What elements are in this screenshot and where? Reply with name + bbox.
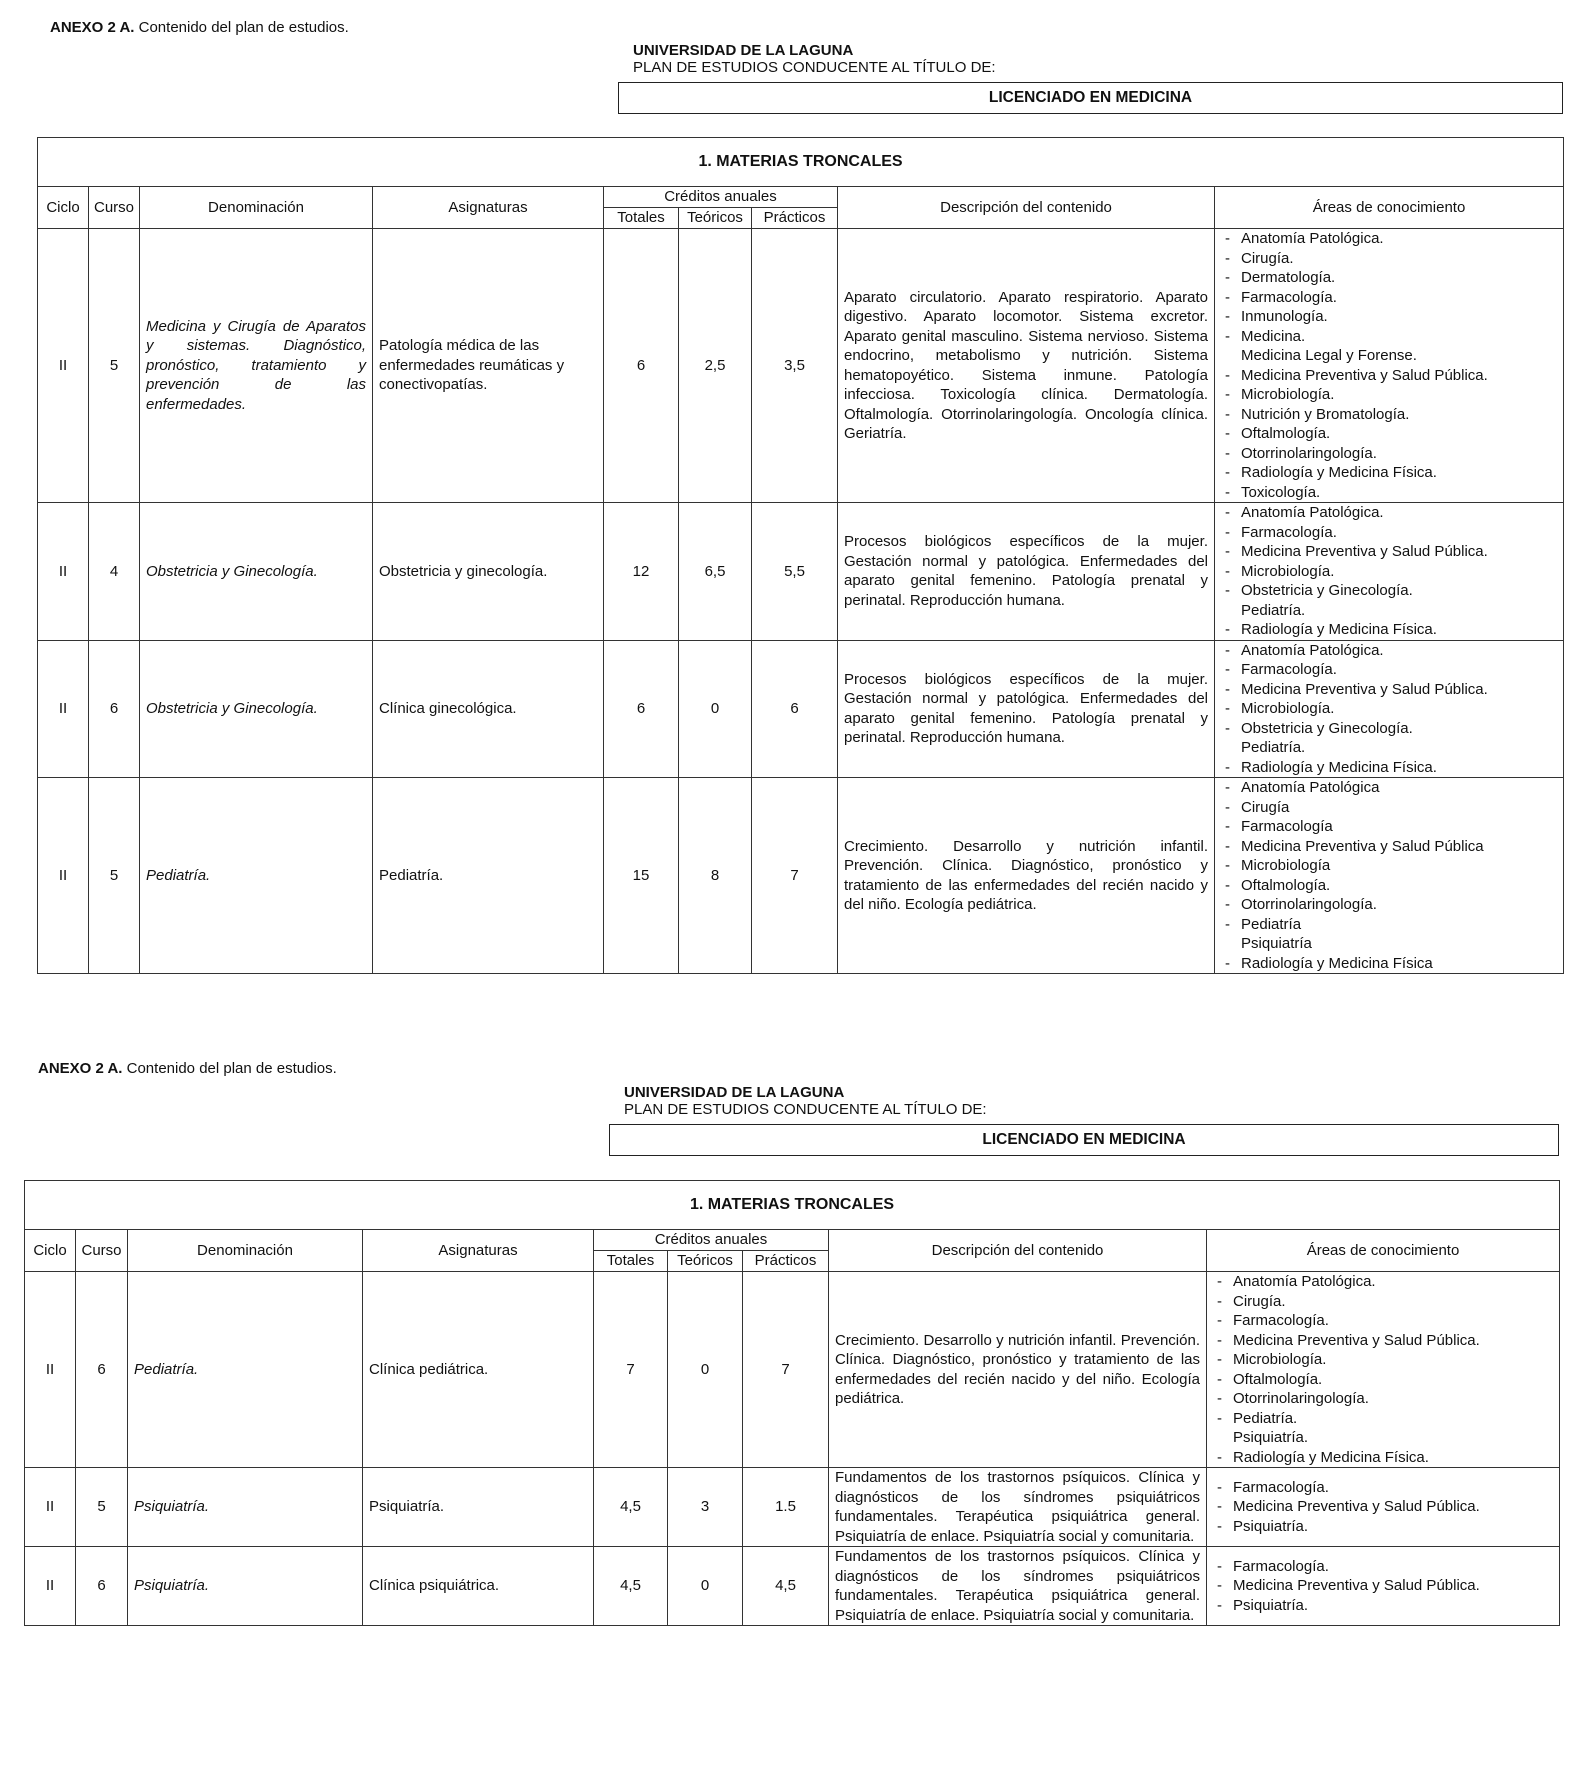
teoricos-cell: 3 bbox=[668, 1468, 743, 1547]
area-item: - Toxicología. bbox=[1221, 483, 1557, 503]
area-item: - Otorrinolaringología. bbox=[1221, 895, 1557, 915]
descripcion-cell: Crecimiento. Desarrollo y nutrición infantil. Prevención. Clínica. Diagnóstico, pronóstico y tratamiento de las enfermedades del recién nacido y del niño. Ecología pediátrica. bbox=[829, 1272, 1207, 1468]
annex-label: ANEXO 2 A. bbox=[38, 1060, 123, 1077]
curso-cell: 5 bbox=[89, 778, 140, 974]
practicos-cell: 7 bbox=[743, 1272, 829, 1468]
practicos-cell: 6 bbox=[752, 640, 838, 778]
asignatura-cell: Psiquiatría. bbox=[363, 1468, 594, 1547]
area-item: - Oftalmología. bbox=[1221, 424, 1557, 444]
totales-cell: 12 bbox=[604, 503, 679, 641]
totales-cell: 4,5 bbox=[594, 1468, 668, 1547]
area-item: - Radiología y Medicina Física. bbox=[1221, 463, 1557, 483]
teoricos-cell: 6,5 bbox=[679, 503, 752, 641]
header-ciclo: Ciclo bbox=[25, 1230, 76, 1272]
area-item: - Dermatología. bbox=[1221, 268, 1557, 288]
area-item: - Medicina. bbox=[1221, 327, 1557, 347]
areas-cell bbox=[1215, 778, 1564, 974]
area-item: - Obstetricia y Ginecología. bbox=[1221, 581, 1557, 601]
areas-list bbox=[1221, 778, 1557, 973]
annex-header-1 bbox=[50, 19, 349, 36]
area-item: Pediatría. bbox=[1241, 601, 1306, 619]
subjects-table-1 bbox=[37, 137, 1564, 974]
header-practicos: Prácticos bbox=[752, 208, 838, 229]
area-item: - Radiología y Medicina Física. bbox=[1221, 758, 1557, 778]
area-item: - Nutrición y Bromatología. bbox=[1221, 405, 1557, 425]
curso-cell: 6 bbox=[76, 1272, 128, 1468]
area-item: - Medicina Preventiva y Salud Pública. bbox=[1213, 1576, 1553, 1596]
area-item: - Pediatría bbox=[1221, 915, 1557, 935]
curso-cell: 5 bbox=[76, 1468, 128, 1547]
area-item: - Farmacología. bbox=[1221, 288, 1557, 308]
annex-header-2 bbox=[38, 1060, 337, 1077]
area-item: - Radiología y Medicina Física bbox=[1221, 954, 1557, 974]
university-name: UNIVERSIDAD DE LA LAGUNA bbox=[633, 42, 854, 59]
area-item: - Microbiología. bbox=[1213, 1350, 1553, 1370]
area-item: - Radiología y Medicina Física. bbox=[1213, 1448, 1553, 1468]
practicos-cell: 1.5 bbox=[743, 1468, 829, 1547]
curso-cell: 6 bbox=[89, 640, 140, 778]
area-item: - Otorrinolaringología. bbox=[1213, 1389, 1553, 1409]
areas-list bbox=[1213, 1557, 1553, 1616]
ciclo-cell: II bbox=[38, 503, 89, 641]
area-item: - Anatomía Patológica. bbox=[1221, 229, 1557, 249]
practicos-cell: 7 bbox=[752, 778, 838, 974]
header-practicos: Prácticos bbox=[743, 1251, 829, 1272]
areas-list bbox=[1213, 1478, 1553, 1537]
practicos-cell: 5,5 bbox=[752, 503, 838, 641]
area-item: - Medicina Preventiva y Salud Pública bbox=[1221, 837, 1557, 857]
plan-line: PLAN DE ESTUDIOS CONDUCENTE AL TÍTULO DE: bbox=[633, 59, 996, 76]
area-item: - Cirugía bbox=[1221, 798, 1557, 818]
area-item: - Farmacología. bbox=[1213, 1478, 1553, 1498]
areas-cell bbox=[1207, 1272, 1560, 1468]
area-item: - Anatomía Patológica. bbox=[1221, 503, 1557, 523]
area-item: - Farmacología bbox=[1221, 817, 1557, 837]
header-creditos: Créditos anuales bbox=[604, 187, 838, 208]
header-asignaturas: Asignaturas bbox=[373, 187, 604, 229]
area-item: - Farmacología. bbox=[1213, 1311, 1553, 1331]
teoricos-cell: 8 bbox=[679, 778, 752, 974]
area-item: - Oftalmología. bbox=[1221, 876, 1557, 896]
header-asignaturas: Asignaturas bbox=[363, 1230, 594, 1272]
area-item: - Anatomía Patológica. bbox=[1221, 641, 1557, 661]
degree-title-box: LICENCIADO EN MEDICINA bbox=[609, 1124, 1559, 1156]
table-row bbox=[38, 640, 1564, 778]
area-item: - Pediatría. bbox=[1213, 1409, 1553, 1429]
totales-cell: 15 bbox=[604, 778, 679, 974]
area-item: - Cirugía. bbox=[1213, 1292, 1553, 1312]
area-item: - Psiquiatría. bbox=[1213, 1517, 1553, 1537]
areas-list bbox=[1213, 1272, 1553, 1467]
ciclo-cell: II bbox=[25, 1468, 76, 1547]
denominacion-cell: Obstetricia y Ginecología. bbox=[140, 503, 373, 641]
area-item: Pediatría. bbox=[1241, 739, 1306, 756]
ciclo-cell: II bbox=[25, 1272, 76, 1468]
denominacion-cell: Obstetricia y Ginecología. bbox=[140, 640, 373, 778]
practicos-cell: 3,5 bbox=[752, 229, 838, 503]
asignatura-cell: Clínica psiquiátrica. bbox=[363, 1547, 594, 1626]
area-item: - Medicina Preventiva y Salud Pública. bbox=[1221, 366, 1557, 386]
teoricos-cell: 0 bbox=[668, 1272, 743, 1468]
denominacion-cell: Psiquiatría. bbox=[128, 1547, 363, 1626]
ciclo-cell: II bbox=[38, 778, 89, 974]
area-item: - Microbiología. bbox=[1221, 562, 1557, 582]
area-item: - Anatomía Patológica. bbox=[1213, 1272, 1553, 1292]
header-totales: Totales bbox=[604, 208, 679, 229]
denominacion-cell: Psiquiatría. bbox=[128, 1468, 363, 1547]
header-denominacion: Denominación bbox=[128, 1230, 363, 1272]
plan-line: PLAN DE ESTUDIOS CONDUCENTE AL TÍTULO DE: bbox=[624, 1101, 987, 1118]
areas-list bbox=[1221, 641, 1557, 778]
table-row bbox=[25, 1547, 1560, 1626]
area-item: - Medicina Preventiva y Salud Pública. bbox=[1221, 542, 1557, 562]
area-item: - Inmunología. bbox=[1221, 307, 1557, 327]
area-item: - Microbiología. bbox=[1221, 385, 1557, 405]
header-curso: Curso bbox=[89, 187, 140, 229]
university-block-1 bbox=[633, 42, 996, 76]
table-row bbox=[38, 229, 1564, 503]
descripcion-cell: Aparato circulatorio. Aparato respiratorio. Aparato digestivo. Aparato locomotor. Sistema excretor. Aparato genital masculino. Sistema nervioso. Sistema endocrino, metabolismo y nutrición. Sistema hematopoyético. Sistema inmune. Patología infecciosa. Toxicología clínica. Dermatología. Oftalmología. Otorrinolaringología. Oncología clínica. Geriatría. bbox=[838, 229, 1215, 503]
area-item: Psiquiatría. bbox=[1233, 1429, 1309, 1446]
header-creditos: Créditos anuales bbox=[594, 1230, 829, 1251]
area-item: - Microbiología. bbox=[1221, 699, 1557, 719]
curso-cell: 4 bbox=[89, 503, 140, 641]
table-title: 1. MATERIAS TRONCALES bbox=[25, 1181, 1560, 1230]
areas-cell bbox=[1215, 229, 1564, 503]
curso-cell: 6 bbox=[76, 1547, 128, 1626]
totales-cell: 6 bbox=[604, 229, 679, 503]
teoricos-cell: 2,5 bbox=[679, 229, 752, 503]
header-totales: Totales bbox=[594, 1251, 668, 1272]
totales-cell: 6 bbox=[604, 640, 679, 778]
table-title: 1. MATERIAS TRONCALES bbox=[38, 138, 1564, 187]
ciclo-cell: II bbox=[38, 640, 89, 778]
degree-title-box: LICENCIADO EN MEDICINA bbox=[618, 82, 1563, 114]
area-item: - Medicina Preventiva y Salud Pública. bbox=[1213, 1497, 1553, 1517]
areas-list bbox=[1221, 503, 1557, 640]
areas-cell bbox=[1207, 1547, 1560, 1626]
annex-caption: Contenido del plan de estudios. bbox=[134, 19, 349, 36]
table-row bbox=[25, 1272, 1560, 1468]
descripcion-cell: Fundamentos de los trastornos psíquicos. Clínica y diagnósticos de los síndromes psiquiátricos fundamentales. Terapéutica psiquiátrica general. Psiquiatría de enlace. Psiquiatría social y comunitaria. bbox=[829, 1468, 1207, 1547]
area-item: - Farmacología. bbox=[1221, 523, 1557, 543]
denominacion-cell: Medicina y Cirugía de Aparatos y sistemas. Diagnóstico, pronóstico, tratamiento y prevención de las enfermedades. bbox=[140, 229, 373, 503]
area-item: - Farmacología. bbox=[1221, 660, 1557, 680]
ciclo-cell: II bbox=[25, 1547, 76, 1626]
annex-label: ANEXO 2 A. bbox=[50, 19, 135, 36]
header-descripcion: Descripción del contenido bbox=[829, 1230, 1207, 1272]
university-name: UNIVERSIDAD DE LA LAGUNA bbox=[624, 1084, 845, 1101]
asignatura-cell: Obstetricia y ginecología. bbox=[373, 503, 604, 641]
header-ciclo: Ciclo bbox=[38, 187, 89, 229]
ciclo-cell: II bbox=[38, 229, 89, 503]
descripcion-cell: Crecimiento. Desarrollo y nutrición infantil. Prevención. Clínica. Diagnóstico, pronóstico y tratamiento de las enfermedades del recién nacido y del niño. Ecología pediátrica. bbox=[838, 778, 1215, 974]
area-item: Medicina Legal y Forense. bbox=[1241, 347, 1417, 364]
annex-caption: Contenido del plan de estudios. bbox=[122, 1060, 337, 1077]
totales-cell: 4,5 bbox=[594, 1547, 668, 1626]
table-row bbox=[25, 1468, 1560, 1547]
area-item: - Otorrinolaringología. bbox=[1221, 444, 1557, 464]
header-teoricos: Teóricos bbox=[679, 208, 752, 229]
areas-list bbox=[1221, 229, 1557, 502]
header-curso: Curso bbox=[76, 1230, 128, 1272]
area-item: - Anatomía Patológica bbox=[1221, 778, 1557, 798]
denominacion-cell: Pediatría. bbox=[128, 1272, 363, 1468]
area-item: - Radiología y Medicina Física. bbox=[1221, 620, 1557, 640]
area-item: - Microbiología bbox=[1221, 856, 1557, 876]
areas-cell bbox=[1207, 1468, 1560, 1547]
asignatura-cell: Clínica pediátrica. bbox=[363, 1272, 594, 1468]
teoricos-cell: 0 bbox=[679, 640, 752, 778]
area-item: - Psiquiatría. bbox=[1213, 1596, 1553, 1616]
descripcion-cell: Procesos biológicos específicos de la mujer. Gestación normal y patológica. Enfermedades del aparato genital femenino. Patología prenatal y perinatal. Reproducción humana. bbox=[838, 640, 1215, 778]
asignatura-cell: Pediatría. bbox=[373, 778, 604, 974]
header-teoricos: Teóricos bbox=[668, 1251, 743, 1272]
subjects-table-2 bbox=[24, 1180, 1560, 1626]
table-row bbox=[38, 503, 1564, 641]
area-item: - Oftalmología. bbox=[1213, 1370, 1553, 1390]
curso-cell: 5 bbox=[89, 229, 140, 503]
header-denominacion: Denominación bbox=[140, 187, 373, 229]
practicos-cell: 4,5 bbox=[743, 1547, 829, 1626]
area-item: Psiquiatría bbox=[1241, 935, 1312, 952]
asignatura-cell: Patología médica de las enfermedades reumáticas y conectivopatías. bbox=[373, 229, 604, 503]
teoricos-cell: 0 bbox=[668, 1547, 743, 1626]
university-block-2 bbox=[624, 1084, 987, 1118]
table-row bbox=[38, 778, 1564, 974]
areas-cell bbox=[1215, 503, 1564, 641]
asignatura-cell: Clínica ginecológica. bbox=[373, 640, 604, 778]
area-item: - Medicina Preventiva y Salud Pública. bbox=[1221, 680, 1557, 700]
denominacion-cell: Pediatría. bbox=[140, 778, 373, 974]
area-item: - Farmacología. bbox=[1213, 1557, 1553, 1577]
descripcion-cell: Fundamentos de los trastornos psíquicos. Clínica y diagnósticos de los síndromes psiquiátricos fundamentales. Terapéutica psiquiátrica general. Psiquiatría de enlace. Psiquiatría social y comunitaria. bbox=[829, 1547, 1207, 1626]
area-item: - Obstetricia y Ginecología. bbox=[1221, 719, 1557, 739]
header-areas: Áreas de conocimiento bbox=[1207, 1230, 1560, 1272]
area-item: - Cirugía. bbox=[1221, 249, 1557, 269]
header-areas: Áreas de conocimiento bbox=[1215, 187, 1564, 229]
areas-cell bbox=[1215, 640, 1564, 778]
totales-cell: 7 bbox=[594, 1272, 668, 1468]
descripcion-cell: Procesos biológicos específicos de la mujer. Gestación normal y patológica. Enfermedades del aparato genital femenino. Patología prenatal y perinatal. Reproducción humana. bbox=[838, 503, 1215, 641]
area-item: - Medicina Preventiva y Salud Pública. bbox=[1213, 1331, 1553, 1351]
header-descripcion: Descripción del contenido bbox=[838, 187, 1215, 229]
